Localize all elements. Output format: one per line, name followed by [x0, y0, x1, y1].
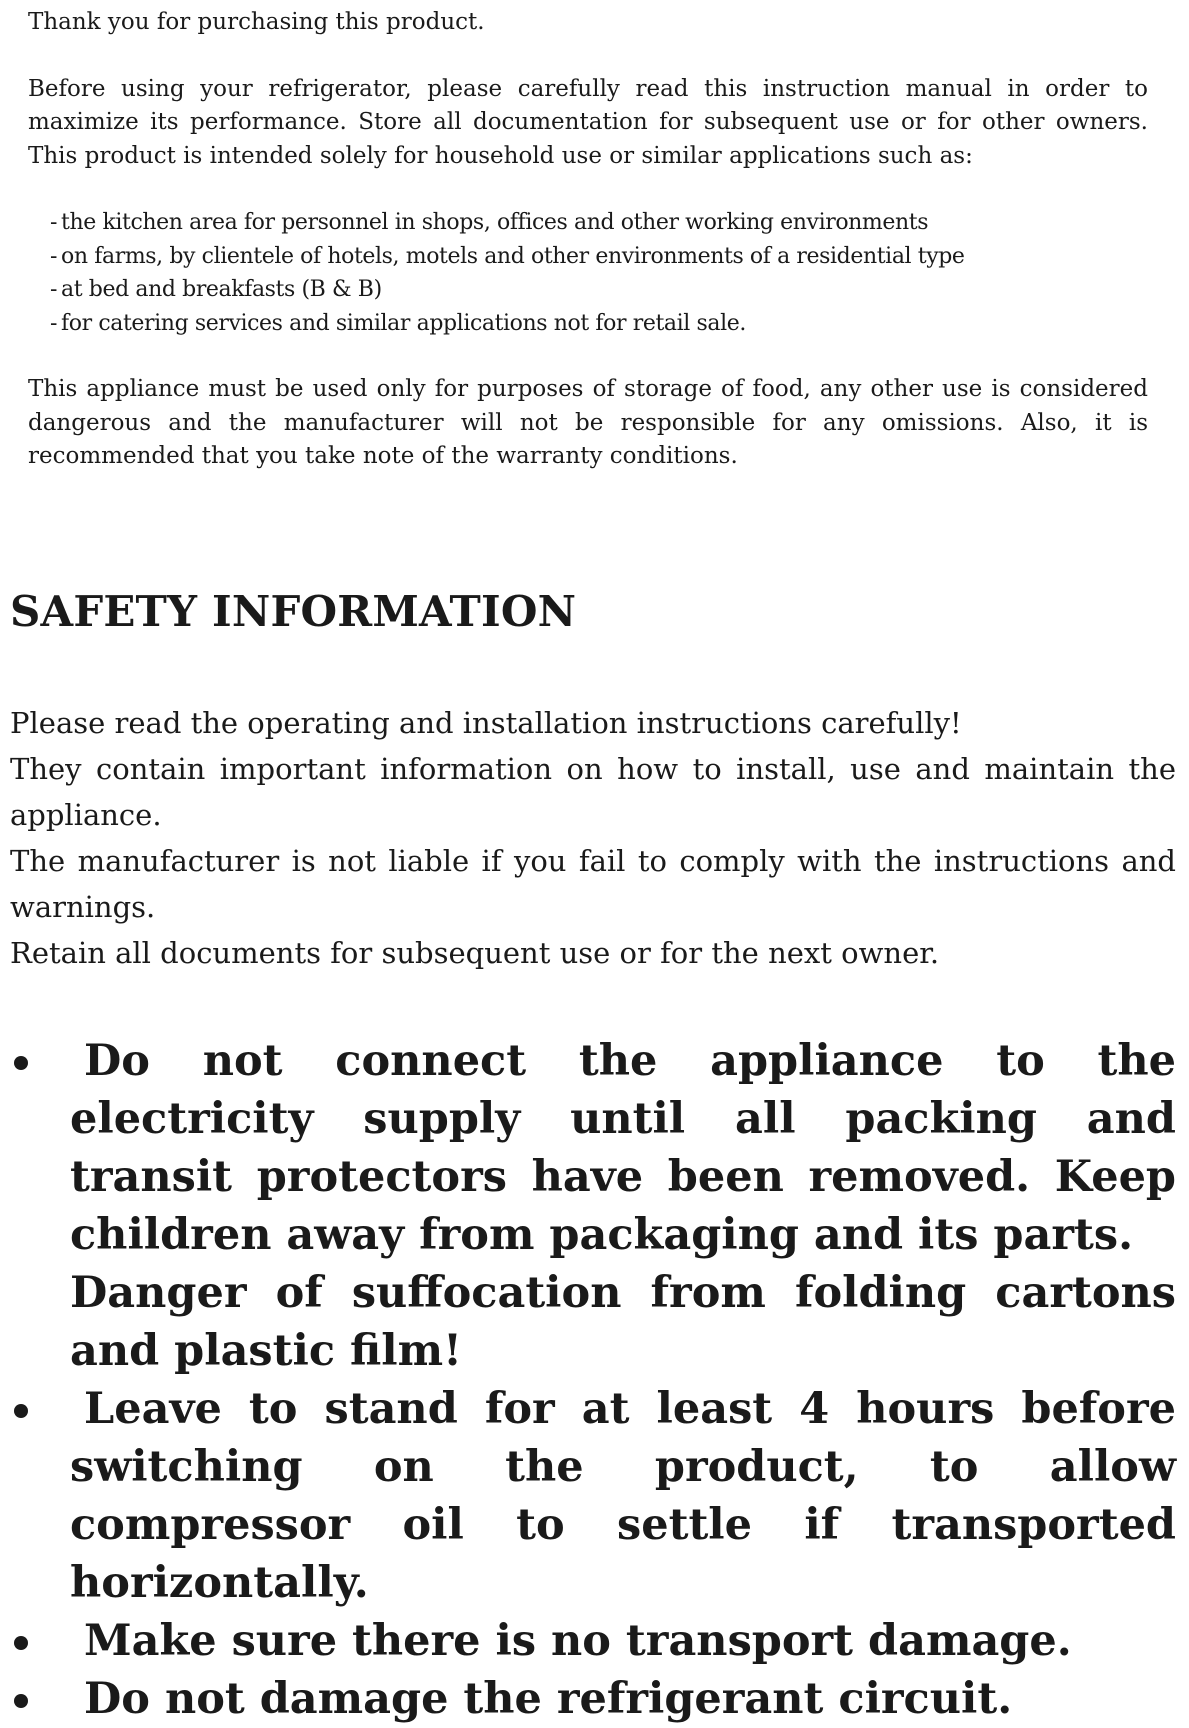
bullet-icon	[14, 1694, 28, 1708]
bullet-icon	[14, 1636, 28, 1650]
warning-text: Leave to stand for at least 4 hours before switching on the product, to allow compressor oil to settle if transported horizontally.	[70, 1384, 1176, 1608]
safety-intro	[10, 700, 1176, 976]
warning-item	[10, 1670, 1176, 1728]
usage-paragraph: This appliance must be used only for purposes of storage of food, any other use is considered dangerous and the manufacturer will not be responsible for any omissions. Also, it is recommended that you take note of the warranty conditions.	[28, 376, 1148, 469]
warning-text: Do not damage the refrigerant circuit.	[84, 1674, 1013, 1724]
intro-paragraph: Before using your refrigerator, please carefully read this instruction manual in order to maximize its performance. Store all documentation for subsequent use or for other owners. This product is intended solely for household use or similar applications such as:	[28, 75, 1148, 169]
safety-line: Please read the operating and installation instructions carefully!	[10, 706, 962, 740]
warning-text: Make sure there is no transport damage.	[84, 1616, 1072, 1666]
safety-title: SAFETY INFORMATION	[10, 587, 577, 636]
intended-uses-list	[50, 206, 1148, 340]
safety-warnings-list	[10, 1032, 1176, 1728]
list-item: - on farms, by clientele of hotels, motels and other environments of a residential type	[50, 243, 965, 269]
safety-line: The manufacturer is not liable if you fail to comply with the instructions and warnings.	[10, 844, 1176, 924]
safety-line: Retain all documents for subsequent use or for the next owner.	[10, 936, 940, 970]
bullet-icon	[14, 1404, 28, 1418]
warning-item	[10, 1032, 1176, 1380]
warning-text: Do not connect the appliance to the electricity supply until all packing and transit protectors have been removed. Keep children away from packaging and its parts.	[70, 1036, 1176, 1260]
safety-line: They contain important information on how to install, use and maintain the appliance.	[10, 752, 1176, 832]
thank-you-text: Thank you for purchasing this product.	[28, 9, 485, 35]
intro-section	[28, 6, 1148, 474]
list-item: - at bed and breakfasts (B & B)	[50, 277, 382, 302]
list-item: - the kitchen area for personnel in shops, offices and other working environments	[50, 210, 929, 235]
warning-extra-text: Danger of suffocation from folding cartons and plastic film!	[70, 1268, 1176, 1376]
list-item: - for catering services and similar applications not for retail sale.	[50, 310, 746, 336]
warning-item	[10, 1612, 1176, 1670]
warning-item	[10, 1380, 1176, 1612]
bullet-icon	[14, 1056, 28, 1070]
